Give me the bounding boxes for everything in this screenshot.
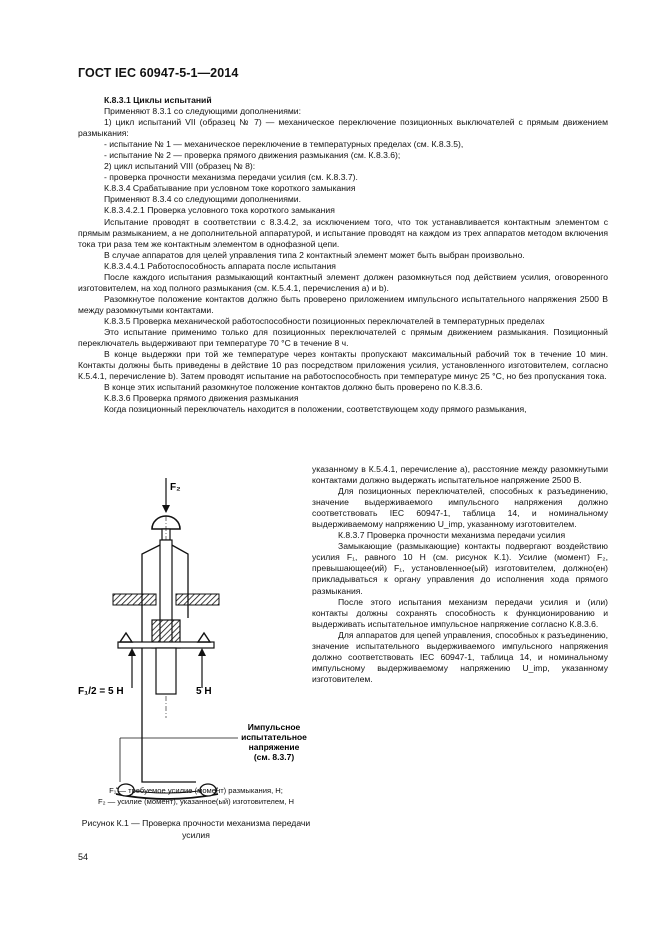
fixed-support-left — [113, 594, 156, 605]
right-column-text — [312, 464, 608, 685]
contact-left — [120, 633, 132, 642]
lower-stem — [156, 648, 176, 694]
paragraph: После каждого испытания размыкающий контактный элемент должен разомкнуться под действием усилия, оговоренного изготовителем, на ход полного размыкания (см. К.5.4.1, перечисления а) и b). — [78, 271, 608, 293]
paragraph: Применяют 8.3.4 со следующими дополнениями. — [104, 194, 301, 205]
subsection-heading: К.8.3.6 Проверка прямого движения размыкания — [104, 393, 299, 404]
subsection-heading: К.8.3.4 Срабатывание при условном токе короткого замыкания — [104, 183, 356, 194]
paragraph: Применяют 8.3.1 со следующими дополнениями: — [104, 106, 301, 117]
paragraph: Испытание проводят в соответствии с 8.3.4.2, за исключением того, что ток устанавливается контактным элементом с прямым размыканием, а не дополнительной аппаратурой, и испытание проводят на каждом из трех аппаратов методом включения тока три раза тем же контактным элементом в однофазной цепи. — [78, 216, 608, 249]
main-text — [78, 95, 608, 415]
paragraph: 1) цикл испытаний VII (образец № 7) — механическое переключение позиционных выключателей с прямым движением размыкания: — [78, 117, 608, 139]
f2-arrowhead — [162, 505, 170, 513]
figure-caption: Рисунок К.1 — Проверка прочности механизма передачи усилия — [81, 818, 311, 840]
subsection-heading: К.8.3.4.2.1 Проверка условного тока короткого замыкания — [104, 205, 335, 216]
housing-outline-right — [170, 544, 188, 618]
left-force-arrowhead — [128, 648, 136, 656]
voltage-label-3: напряжение — [248, 742, 300, 752]
figure-k1-diagram — [78, 478, 314, 808]
document-header: ГОСТ IEC 60947-5-1—2014 — [78, 66, 239, 80]
list-item: - испытание № 1 — механическое переключение в температурных пределах (см. К.8.3.5), — [104, 139, 464, 150]
contact-bridge — [118, 642, 214, 648]
fixed-support-right — [176, 594, 219, 605]
paragraph: Замыкающие (размыкающие) контакты подвергают воздействию усилия F₁, равного 10 Н (см. рисунок К.1). Усилие (момент) F₂, превышающее(ий) F₁, установленное(ый) изготовителем, должно(ен) прикладываться к органу управления до исполнения хода прямого размыкания. — [312, 541, 608, 596]
paragraph: указанному в К.5.4.1, перечисление а), расстояние между разомкнутыми контактами должно выдержать испытательное напряжение 2500 В. — [312, 464, 608, 486]
voltage-label-4: (см. 8.3.7) — [253, 752, 295, 762]
voltage-label-1: Импульсное — [247, 722, 301, 732]
paragraph: Это испытание применимо только для позиционных переключателей с прямым движением размыкания. Позиционный переключатель выдерживают при температуре 70 °С в течение 8 ч. — [78, 326, 608, 349]
right-force-arrowhead — [198, 648, 206, 656]
contact-right — [198, 633, 210, 642]
right-force-label: 5 Н — [196, 686, 212, 697]
paragraph: Разомкнутое положение контактов должно быть проверено приложением импульсного испытательного напряжения 2500 В между разомкнутыми контактами. — [78, 293, 608, 315]
subsection-heading: К.8.3.5 Проверка механической работоспособности позиционных переключателей в температурных пределах — [104, 315, 545, 326]
paragraph: Когда позиционный переключатель находится в положении, соответствующем ходу прямого размыкания, — [104, 404, 527, 415]
subsection-heading: К.8.3.7 Проверка прочности механизма передачи усилия — [338, 530, 566, 541]
paragraph: Для позиционных переключателей, способных к разъединению, значение выдерживаемого импульсного напряжения должно соответствовать IEC 60947-1, таблица 14, и номинальному выдерживаемому напряжению U_imp, указанному изготовителем. — [312, 486, 608, 530]
paragraph: Для аппаратов для цепей управления, способных к разъединению, значение испытательного выдерживаемого импульсного напряжения должно соответствовать IEC 60947-1, таблица 14, и номинальному импульсному выдерживаемому напряжению U_imp, указанному изготовителем. — [312, 629, 608, 684]
subsection-heading: К.8.3.4.4.1 Работоспособность аппарата после испытания — [104, 260, 336, 271]
page-number: 54 — [78, 852, 89, 862]
paragraph: В конце выдержки при той же температуре через контакты пропускают максимальный рабочий ток в течение 10 мин. Контакты должны быть приведены в действие 10 раз посредством приложения усилия, установленного изготовителем, согласно К.5.4.1, перечисление b). Затем проводят испытание на работоспособность при температуре минус 25 °С, но без пропускания тока. — [78, 349, 608, 382]
paragraph: 2) цикл испытаний VIII (образец № 8): — [104, 161, 256, 172]
paragraph: В конце этих испытаний разомкнутое положение контактов должно быть проверено по К.8.3.6. — [104, 382, 483, 393]
list-item: - испытание № 2 — проверка прямого движения размыкания (см. К.8.3.6); — [104, 150, 401, 161]
list-item: - проверка прочности механизма передачи усилия (см. К.8.3.7). — [104, 172, 358, 183]
f1-half-label: F₁/2 = 5 Н — [78, 686, 124, 697]
legend-f2: F₂ — усилие (момент), указанное(ый) изготовителем, Н — [97, 796, 295, 806]
paragraph: После этого испытания механизм передачи усилия и (или) контакты должны сохранять способность к функционированию и выдерживать испытательное импульсное напряжение согласно К.8.3.6. — [312, 596, 608, 629]
voltage-label-2: испытательное — [241, 732, 307, 742]
legend-f1: F₁ — требуемое усилие (момент) размыкания, Н; — [109, 786, 283, 795]
section-heading: К.8.3.1 Циклы испытаний — [104, 95, 212, 105]
paragraph: В случае аппаратов для целей управления типа 2 контактный элемент может быть выбран произвольно. — [104, 249, 525, 260]
figure-legend — [78, 786, 314, 807]
f2-label: F₂ — [170, 482, 181, 493]
